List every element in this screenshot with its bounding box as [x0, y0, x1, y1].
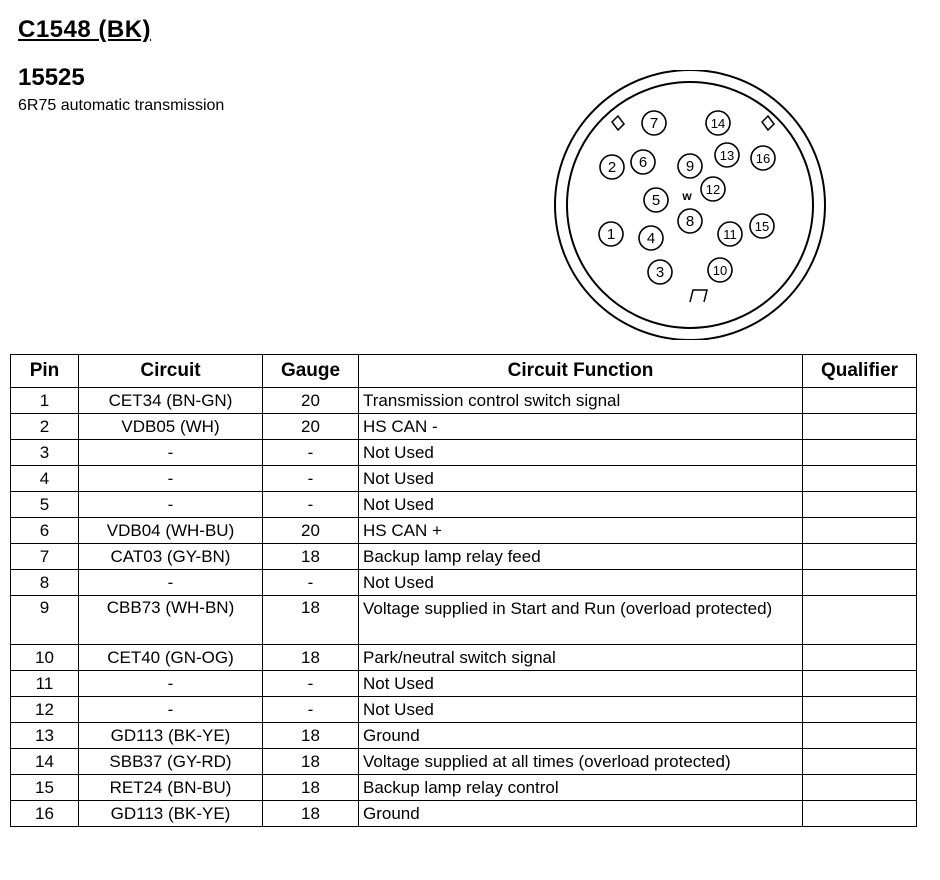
circuit-cell: -	[79, 697, 263, 723]
function-cell: Not Used	[359, 697, 803, 723]
circuit-cell: CBB73 (WH-BN)	[79, 596, 263, 645]
table-row	[11, 518, 917, 544]
qualifier-cell	[803, 596, 917, 645]
table-header-row	[11, 355, 917, 388]
gauge-cell: -	[263, 697, 359, 723]
circuit-cell: VDB05 (WH)	[79, 414, 263, 440]
function-cell: Ground	[359, 801, 803, 827]
function-cell: Voltage supplied at all times (overload protected)	[359, 749, 803, 775]
pinout-table	[10, 354, 917, 827]
qualifier-cell	[803, 440, 917, 466]
pin-6-label: 6	[638, 154, 648, 171]
table-row	[11, 492, 917, 518]
pin-cell: 1	[11, 388, 79, 414]
header-qualifier: Qualifier	[803, 355, 917, 388]
circuit-cell: -	[79, 492, 263, 518]
gauge-cell: -	[263, 671, 359, 697]
gauge-cell: 20	[263, 414, 359, 440]
gauge-cell: 18	[263, 645, 359, 671]
function-cell: Not Used	[359, 570, 803, 596]
table-row	[11, 801, 917, 827]
keyway-bottom	[690, 290, 707, 302]
part-number: 15525	[18, 64, 85, 91]
function-cell: Not Used	[359, 671, 803, 697]
pin-cell: 9	[11, 596, 79, 645]
pin-cell: 5	[11, 492, 79, 518]
pin-8-label: 8	[685, 213, 695, 230]
qualifier-cell	[803, 775, 917, 801]
gauge-cell: -	[263, 466, 359, 492]
table-row	[11, 671, 917, 697]
pin-cell: 7	[11, 544, 79, 570]
keyway-left	[612, 116, 624, 130]
qualifier-cell	[803, 544, 917, 570]
function-cell: Not Used	[359, 440, 803, 466]
gauge-cell: 20	[263, 388, 359, 414]
qualifier-cell	[803, 801, 917, 827]
header-gauge: Gauge	[263, 355, 359, 388]
connector-description: 6R75 automatic transmission	[18, 97, 225, 114]
circuit-cell: -	[79, 466, 263, 492]
table-row	[11, 697, 917, 723]
table-row	[11, 749, 917, 775]
function-cell: HS CAN -	[359, 414, 803, 440]
circuit-cell: -	[79, 671, 263, 697]
pin-9-label: 9	[685, 158, 695, 175]
function-cell: Park/neutral switch signal	[359, 645, 803, 671]
table-row	[11, 570, 917, 596]
function-cell: Backup lamp relay control	[359, 775, 803, 801]
pin-7-label: 7	[649, 115, 659, 132]
pin-cell: 6	[11, 518, 79, 544]
qualifier-cell	[803, 414, 917, 440]
pin-cell: 8	[11, 570, 79, 596]
pin-cell: 10	[11, 645, 79, 671]
table-row	[11, 596, 917, 645]
keyway-right	[762, 116, 774, 130]
gauge-cell: 18	[263, 723, 359, 749]
pin-3-label: 3	[655, 264, 665, 281]
function-cell: Not Used	[359, 466, 803, 492]
gauge-cell: -	[263, 440, 359, 466]
circuit-cell: RET24 (BN-BU)	[79, 775, 263, 801]
qualifier-cell	[803, 570, 917, 596]
pin-5-label: 5	[651, 192, 661, 209]
pin-15-label: 15	[754, 219, 770, 234]
qualifier-cell	[803, 671, 917, 697]
pin-cell: 2	[11, 414, 79, 440]
function-cell: HS CAN +	[359, 518, 803, 544]
pin-4-label: 4	[646, 230, 656, 247]
circuit-cell: CAT03 (GY-BN)	[79, 544, 263, 570]
pin-cell: 16	[11, 801, 79, 827]
table-row	[11, 645, 917, 671]
gauge-cell: -	[263, 492, 359, 518]
header-pin: Pin	[11, 355, 79, 388]
connector-inner-ring	[567, 82, 813, 328]
function-cell: Transmission control switch signal	[359, 388, 803, 414]
circuit-cell: -	[79, 440, 263, 466]
table-row	[11, 466, 917, 492]
qualifier-cell	[803, 466, 917, 492]
function-cell: Backup lamp relay feed	[359, 544, 803, 570]
pin-2-label: 2	[607, 159, 617, 176]
pin-13-label: 13	[719, 148, 735, 163]
gauge-cell: 18	[263, 801, 359, 827]
qualifier-cell	[803, 518, 917, 544]
pin-1-label: 1	[606, 226, 616, 243]
pin-11-label: 11	[723, 227, 737, 242]
qualifier-cell	[803, 749, 917, 775]
pin-cell: 15	[11, 775, 79, 801]
pin-cell: 4	[11, 466, 79, 492]
table-row	[11, 414, 917, 440]
connector-title: C1548 (BK)	[18, 16, 152, 43]
circuit-cell: GD113 (BK-YE)	[79, 723, 263, 749]
circuit-cell: GD113 (BK-YE)	[79, 801, 263, 827]
circuit-cell: -	[79, 570, 263, 596]
pin-cell: 12	[11, 697, 79, 723]
circuit-cell: VDB04 (WH-BU)	[79, 518, 263, 544]
pin-cell: 11	[11, 671, 79, 697]
gauge-cell: 18	[263, 749, 359, 775]
table-row	[11, 388, 917, 414]
pin-14-label: 14	[710, 116, 726, 131]
function-cell: Ground	[359, 723, 803, 749]
connector-face-diagram	[550, 70, 840, 340]
key-mark: w	[682, 189, 692, 203]
pin-cell: 14	[11, 749, 79, 775]
qualifier-cell	[803, 697, 917, 723]
circuit-cell: CET40 (GN-OG)	[79, 645, 263, 671]
qualifier-cell	[803, 388, 917, 414]
circuit-cell: SBB37 (GY-RD)	[79, 749, 263, 775]
pin-cell: 13	[11, 723, 79, 749]
function-cell: Voltage supplied in Start and Run (overload protected)	[359, 596, 803, 645]
pin-cell: 3	[11, 440, 79, 466]
pin-10-label: 10	[712, 263, 728, 278]
header-circuit-function: Circuit Function	[359, 355, 803, 388]
gauge-cell: 18	[263, 775, 359, 801]
qualifier-cell	[803, 492, 917, 518]
header-circuit: Circuit	[79, 355, 263, 388]
function-cell: Not Used	[359, 492, 803, 518]
gauge-cell: 18	[263, 544, 359, 570]
gauge-cell: 18	[263, 596, 359, 645]
gauge-cell: 20	[263, 518, 359, 544]
table-row	[11, 440, 917, 466]
pin-16-label: 16	[755, 151, 771, 166]
table-row	[11, 775, 917, 801]
qualifier-cell	[803, 723, 917, 749]
table-row	[11, 723, 917, 749]
pin-12-label: 12	[705, 182, 721, 197]
circuit-cell: CET34 (BN-GN)	[79, 388, 263, 414]
qualifier-cell	[803, 645, 917, 671]
table-row	[11, 544, 917, 570]
gauge-cell: -	[263, 570, 359, 596]
